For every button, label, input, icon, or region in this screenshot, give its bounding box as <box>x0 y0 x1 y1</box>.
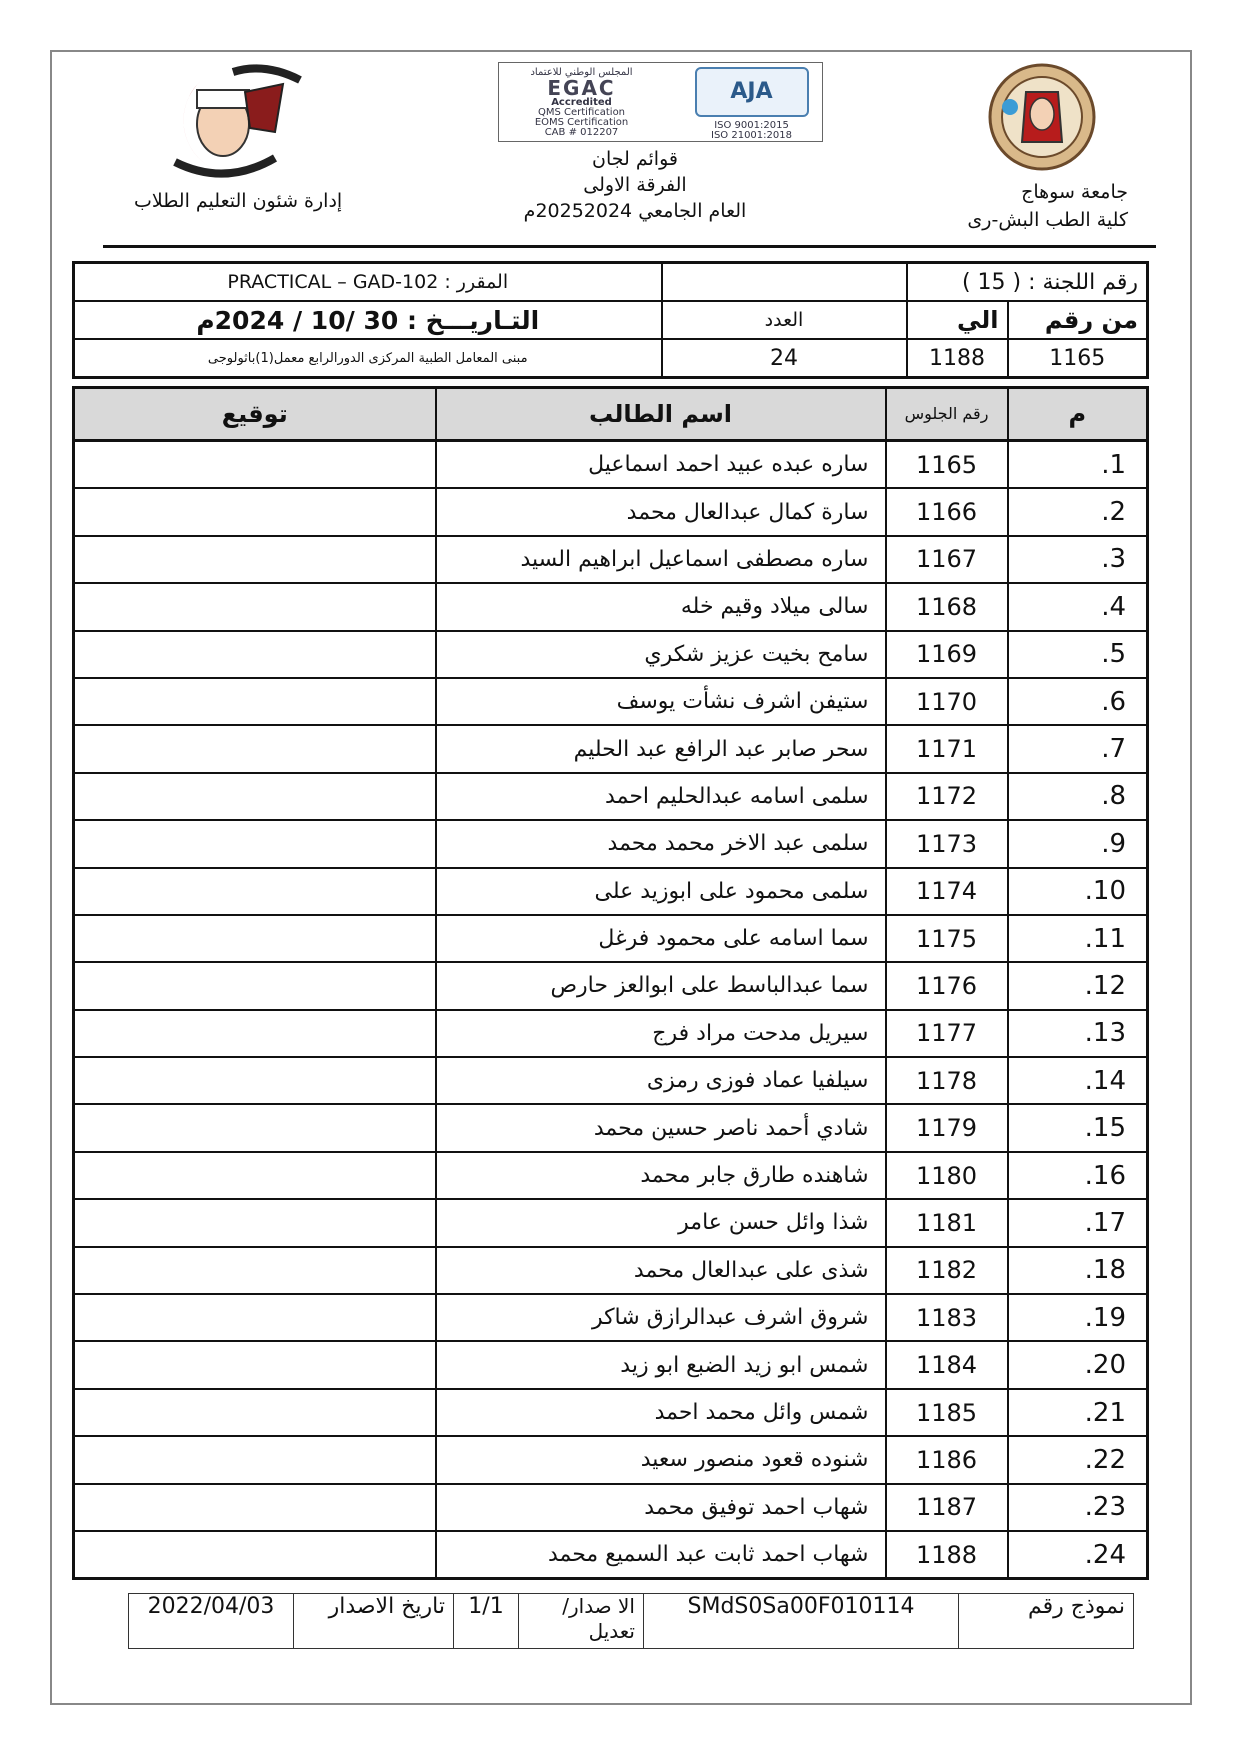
edition-label: الا صدار/تعديل <box>519 1594 644 1649</box>
row-index: 22. <box>1008 1436 1148 1483</box>
row-student-name: سيريل مدحت مراد فرج <box>436 1010 886 1057</box>
committee-number: رقم اللجنة : ( 15 ) <box>907 263 1148 302</box>
issue-date-label: تاريخ الاصدار <box>294 1594 454 1649</box>
row-index: 17. <box>1008 1199 1148 1246</box>
row-seat-number: 1172 <box>886 773 1008 820</box>
row-signature-cell <box>74 1010 436 1057</box>
row-signature-cell <box>74 1199 436 1246</box>
committee-info <box>72 261 1149 379</box>
row-student-name: ستيفن اشرف نشأت يوسف <box>436 678 886 725</box>
row-student-name: سيلفيا عماد فوزى رمزى <box>436 1057 886 1104</box>
academic-year: العام الجامعي 20252024م <box>523 200 747 222</box>
certification-badges <box>498 62 823 142</box>
list-title: قوائم لجان <box>592 148 678 170</box>
blank-cell <box>662 263 907 302</box>
count-value: 24 <box>662 339 907 378</box>
table-row <box>74 1010 1148 1057</box>
row-index: 2. <box>1008 488 1148 535</box>
row-seat-number: 1186 <box>886 1436 1008 1483</box>
row-signature-cell <box>74 1152 436 1199</box>
row-seat-number: 1168 <box>886 583 1008 630</box>
row-signature-cell <box>74 725 436 772</box>
row-student-name: شمس وائل محمد احمد <box>436 1389 886 1436</box>
row-signature-cell <box>74 678 436 725</box>
table-row <box>74 1531 1148 1579</box>
row-student-name: شمس ابو زيد الضبع ابو زيد <box>436 1341 886 1388</box>
table-row <box>74 1484 1148 1531</box>
table-row <box>74 962 1148 1009</box>
row-student-name: سارة كمال عبدالعال محمد <box>436 488 886 535</box>
row-seat-number: 1176 <box>886 962 1008 1009</box>
row-index: 4. <box>1008 583 1148 630</box>
row-signature-cell <box>74 1341 436 1388</box>
table-row <box>74 583 1148 630</box>
egac-sub: Accredited <box>551 97 612 108</box>
row-index: 13. <box>1008 1010 1148 1057</box>
row-student-name: ساره عبده عبيد احمد اسماعيل <box>436 441 886 489</box>
row-seat-number: 1181 <box>886 1199 1008 1246</box>
egac-line3: CAB # 012207 <box>544 127 619 138</box>
row-signature-cell <box>74 1531 436 1579</box>
row-seat-number: 1179 <box>886 1104 1008 1151</box>
egac-line1: QMS Certification <box>537 107 626 118</box>
table-row <box>74 1199 1148 1246</box>
edition-value: 1/1 <box>454 1594 519 1649</box>
row-index: 5. <box>1008 631 1148 678</box>
table-row <box>74 678 1148 725</box>
university-logo <box>980 62 1110 176</box>
row-student-name: شنوده قعود منصور سعيد <box>436 1436 886 1483</box>
row-signature-cell <box>74 1436 436 1483</box>
row-seat-number: 1182 <box>886 1247 1008 1294</box>
row-signature-cell <box>74 773 436 820</box>
row-seat-number: 1177 <box>886 1010 1008 1057</box>
row-seat-number: 1174 <box>886 868 1008 915</box>
row-student-name: شذا وائل حسن عامر <box>436 1199 886 1246</box>
from-label: من رقم <box>1008 301 1148 339</box>
row-signature-cell <box>74 820 436 867</box>
row-signature-cell <box>74 583 436 630</box>
col-signature-header: توقيع <box>74 388 436 441</box>
row-signature-cell <box>74 1389 436 1436</box>
row-signature-cell <box>74 1247 436 1294</box>
row-signature-cell <box>74 1484 436 1531</box>
to-label: الي <box>907 301 1008 339</box>
col-name-header: اسم الطالب <box>436 388 886 441</box>
row-index: 6. <box>1008 678 1148 725</box>
table-row <box>74 1436 1148 1483</box>
from-value: 1165 <box>1008 339 1148 378</box>
exam-location: مبنى المعامل الطبية المركزى الدورالرابع معمل(1)باثولوجى <box>74 339 662 378</box>
table-row <box>74 488 1148 535</box>
row-student-name: سامح بخيت عزيز شكري <box>436 631 886 678</box>
aja-badge <box>689 67 814 141</box>
egac-line2: EOMS Certification <box>534 117 629 128</box>
table-row <box>74 1247 1148 1294</box>
row-student-name: شهاب احمد ثابت عبد السميع محمد <box>436 1531 886 1579</box>
row-seat-number: 1170 <box>886 678 1008 725</box>
to-value: 1188 <box>907 339 1008 378</box>
level: الفرقة الاولى <box>583 174 687 196</box>
row-index: 10. <box>1008 868 1148 915</box>
table-row <box>74 725 1148 772</box>
count-label: العدد <box>662 301 907 339</box>
row-signature-cell <box>74 915 436 962</box>
egac-badge <box>509 68 654 138</box>
row-signature-cell <box>74 536 436 583</box>
table-row <box>74 773 1148 820</box>
header-right <box>967 178 1128 234</box>
row-seat-number: 1166 <box>886 488 1008 535</box>
row-student-name: سما عبدالباسط على ابوالعز حارص <box>436 962 886 1009</box>
table-row <box>74 1152 1148 1199</box>
row-index: 23. <box>1008 1484 1148 1531</box>
row-seat-number: 1184 <box>886 1341 1008 1388</box>
row-student-name: سالى ميلاد وقيم خله <box>436 583 886 630</box>
row-student-name: شاهنده طارق جابر محمد <box>436 1152 886 1199</box>
table-row <box>74 1341 1148 1388</box>
row-seat-number: 1187 <box>886 1484 1008 1531</box>
course-label: المقرر : <box>444 271 509 293</box>
row-index: 15. <box>1008 1104 1148 1151</box>
row-seat-number: 1171 <box>886 725 1008 772</box>
row-index: 1. <box>1008 441 1148 489</box>
row-seat-number: 1188 <box>886 1531 1008 1579</box>
row-index: 11. <box>1008 915 1148 962</box>
table-row <box>74 820 1148 867</box>
row-index: 9. <box>1008 820 1148 867</box>
table-row <box>74 915 1148 962</box>
egac-arabic-label: المجلس الوطني للاعتماد <box>530 67 633 78</box>
table-row <box>74 1104 1148 1151</box>
row-student-name: شروق اشرف عبدالرازق شاكر <box>436 1294 886 1341</box>
row-signature-cell <box>74 1104 436 1151</box>
table-row <box>74 631 1148 678</box>
row-index: 8. <box>1008 773 1148 820</box>
form-number-value: SMdS0Sa00F010114 <box>644 1594 959 1649</box>
row-seat-number: 1173 <box>886 820 1008 867</box>
exam-date: التـاريـــخ : 30 /10 / 2024م <box>74 301 662 339</box>
row-signature-cell <box>74 441 436 489</box>
row-seat-number: 1165 <box>886 441 1008 489</box>
form-number-label: نموذج رقم <box>959 1594 1134 1649</box>
row-signature-cell <box>74 1057 436 1104</box>
row-seat-number: 1178 <box>886 1057 1008 1104</box>
row-student-name: سلمى عبد الاخر محمد محمد <box>436 820 886 867</box>
faculty-name: كلية الطب البش-رى <box>967 209 1128 231</box>
row-index: 3. <box>1008 536 1148 583</box>
row-student-name: شادي أحمد ناصر حسين محمد <box>436 1104 886 1151</box>
row-student-name: ساره مصطفى اسماعيل ابراهيم السيد <box>436 536 886 583</box>
row-student-name: شذى على عبدالعال محمد <box>436 1247 886 1294</box>
row-signature-cell <box>74 868 436 915</box>
table-row <box>74 1294 1148 1341</box>
table-header-row <box>74 388 1148 441</box>
row-seat-number: 1180 <box>886 1152 1008 1199</box>
row-student-name: سما اسامه على محمود فرغل <box>436 915 886 962</box>
table-row <box>74 1389 1148 1436</box>
row-seat-number: 1169 <box>886 631 1008 678</box>
row-index: 14. <box>1008 1057 1148 1104</box>
course-value: PRACTICAL – GAD-102 <box>227 271 439 293</box>
row-seat-number: 1167 <box>886 536 1008 583</box>
row-index: 12. <box>1008 962 1148 1009</box>
row-student-name: سلمى اسامه عبدالحليم احمد <box>436 773 886 820</box>
aja-line1: ISO 9001:2015 <box>714 120 789 131</box>
aja-name: AJA <box>695 67 809 117</box>
row-seat-number: 1185 <box>886 1389 1008 1436</box>
table-row <box>74 868 1148 915</box>
row-signature-cell <box>74 631 436 678</box>
header-center <box>500 146 770 224</box>
row-index: 16. <box>1008 1152 1148 1199</box>
col-seat-header: رقم الجلوس <box>886 388 1008 441</box>
students-table <box>72 386 1149 1580</box>
table-row <box>74 536 1148 583</box>
row-index: 19. <box>1008 1294 1148 1341</box>
department-name: إدارة شئون التعليم الطلاب <box>134 190 343 212</box>
faculty-logo <box>115 62 315 186</box>
row-signature-cell <box>74 1294 436 1341</box>
col-index-header: م <box>1008 388 1148 441</box>
university-name: جامعة سوهاج <box>1021 181 1128 203</box>
row-index: 24. <box>1008 1531 1148 1579</box>
row-signature-cell <box>74 488 436 535</box>
row-index: 18. <box>1008 1247 1148 1294</box>
table-row <box>74 1057 1148 1104</box>
header-divider <box>103 245 1156 248</box>
row-index: 21. <box>1008 1389 1148 1436</box>
course-cell <box>74 263 662 302</box>
row-signature-cell <box>74 962 436 1009</box>
issue-date-value: 2022/04/03 <box>129 1594 294 1649</box>
row-student-name: سلمى محمود على ابوزيد على <box>436 868 886 915</box>
row-index: 20. <box>1008 1341 1148 1388</box>
form-footer <box>128 1593 1134 1649</box>
aja-line2: ISO 21001:2018 <box>711 130 792 141</box>
row-index: 7. <box>1008 725 1148 772</box>
row-student-name: سحر صابر عبد الرافع عبد الحليم <box>436 725 886 772</box>
egac-name: EGAC <box>547 76 616 100</box>
row-seat-number: 1183 <box>886 1294 1008 1341</box>
row-seat-number: 1175 <box>886 915 1008 962</box>
row-student-name: شهاب احمد توفيق محمد <box>436 1484 886 1531</box>
table-row <box>74 441 1148 489</box>
